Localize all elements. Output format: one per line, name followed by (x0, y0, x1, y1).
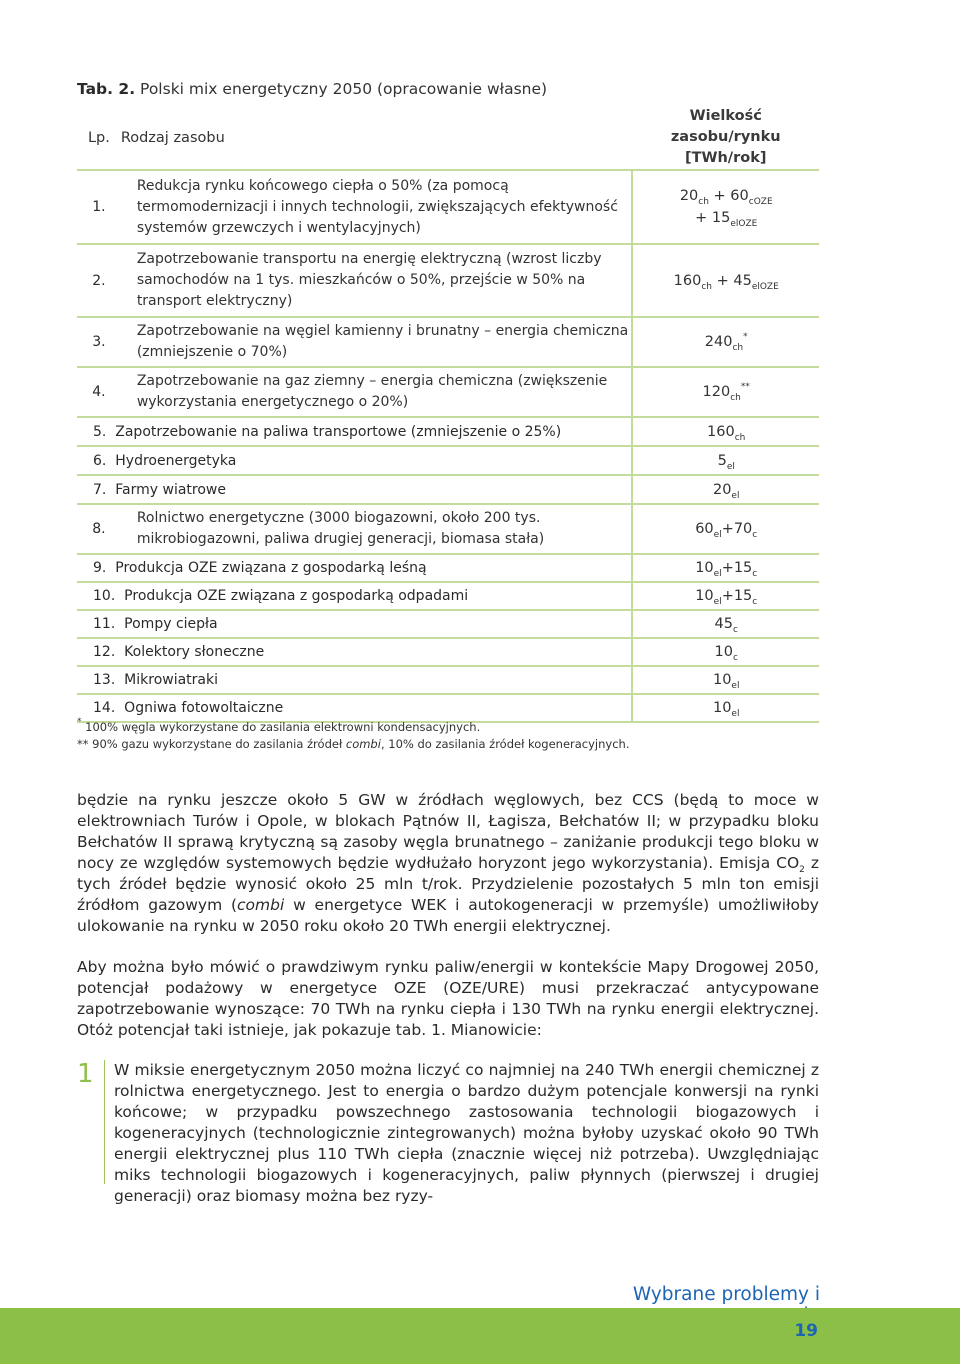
row-lp: 7. (93, 481, 107, 498)
row-lp: 11. (93, 616, 116, 632)
table-row (77, 582, 819, 610)
row-value: $5_{el}$ (632, 446, 819, 475)
table-row (77, 554, 819, 582)
row-value: $240_{ch}^*$ (632, 317, 819, 367)
row-desc: Produkcja OZE związana z gospodarką leśną (115, 560, 427, 576)
row-lp-desc (77, 694, 632, 722)
row-desc: Zapotrzebowanie na paliwa transportowe (zmniejszenie o 25%) (115, 423, 562, 440)
row-lp-desc (77, 554, 632, 582)
header-size (632, 106, 819, 170)
table-row (77, 446, 819, 475)
table-caption (77, 80, 547, 98)
row-desc: Pompy ciepła (124, 616, 218, 632)
row-value: $120_{ch}^{**}$ (632, 367, 819, 417)
table-row (77, 694, 819, 722)
point-divider (104, 1060, 105, 1184)
table-row (77, 610, 819, 638)
header-lp: Lp. (87, 129, 110, 146)
table-row (77, 367, 819, 417)
row-value: $10_{el}$ (632, 666, 819, 694)
row-value: $160_{ch}$ (632, 417, 819, 446)
row-value: $10_{el}+15_c$ (632, 582, 819, 610)
row-lp: 2. (77, 244, 121, 317)
footnote-1: * 100% węgla wykorzystane do zasilania elektrowni kondensacyjnych. (77, 717, 481, 734)
point-text: W miksie energetycznym 2050 można liczyć co najmniej na 240 TWh energii chemicznej z rolnictwa energetycznego. Jest to energia o bardzo dużym potencjale konwersji na rynki końcowe; w przypadku powszechnego zastosowania technologii biogazowych i kogeneracyjnych (technologicznie zintegrowanych) można byłoby uzyskać około 90 TWh energii elektrycznej plus 110 TWh ciepła (znacznie więcej niż potrzeba). Uwzględniając miks technologii biogazowych i kogeneracyjnych, paliw płynnych (pierwszej i drugiej generacji) oraz biomasy można bez ryzy- (114, 1061, 819, 1205)
row-lp: 3. (77, 317, 121, 367)
row-value: $20_{ch} + 60_{cOZE}$ + $15_{elOZE}$ (632, 170, 819, 244)
table-title: Polski mix energetyczny 2050 (opracowanie własne) (140, 80, 548, 98)
row-lp: 12. (93, 644, 116, 660)
row-lp-desc (77, 610, 632, 638)
row-desc: Hydroenergetyka (115, 452, 237, 469)
row-value: $10_c$ (632, 638, 819, 666)
header-size-line2: [TWh/rok] (684, 150, 767, 166)
row-lp-desc (77, 638, 632, 666)
row-desc: Zapotrzebowanie transportu na energię elektryczną (wzrost liczby samochodów na 1 tys. mieszkańców o 50%, przejście w 50% na transport elektryczny) (121, 244, 633, 317)
row-lp: 8. (77, 504, 121, 554)
row-desc: Mikrowiatraki (124, 672, 219, 688)
row-lp: 6. (93, 452, 107, 469)
row-lp-desc (77, 417, 632, 446)
row-desc: Ogniwa fotowoltaiczne (124, 700, 284, 716)
table-row (77, 666, 819, 694)
row-lp: 10. (93, 588, 116, 604)
body-paragraph-2: Aby można było mówić o prawdziwym rynku paliw/energii w kontekście Mapy Drogowej 2050, potencjał podażowy w energetyce OZE (OZE/URE) musi przekraczać antycypowane zapotrzebowanie wynoszące: 70 TWh na rynku ciepła i 130 TWh na rynku energii elektrycznej. Otóż potencjał taki istnieje, jak pokazuje tab. 1. Mianowicie: (77, 958, 819, 1039)
row-desc: Kolektory słoneczne (124, 644, 265, 660)
row-desc: Produkcja OZE związana z gospodarką odpadami (124, 588, 469, 604)
page-number: 19 (794, 1321, 818, 1341)
row-lp: 14. (93, 700, 116, 716)
table-row (77, 504, 819, 554)
table-label: Tab. 2. (77, 80, 136, 98)
row-value: $60_{el}+70_c$ (632, 504, 819, 554)
table-row (77, 244, 819, 317)
row-desc: Zapotrzebowanie na węgiel kamienny i brunatny – energia chemiczna (zmniejszenie o 70%) (121, 317, 633, 367)
row-lp: 13. (93, 672, 116, 688)
table-row (77, 417, 819, 446)
row-lp: 5. (93, 423, 107, 440)
header-resource: Rodzaj zasobu (120, 129, 225, 146)
row-lp-desc (77, 666, 632, 694)
row-lp: 1. (77, 170, 121, 244)
energy-mix-table (77, 106, 819, 723)
header-size-line1: Wielkość zasobu/rynku (670, 108, 781, 145)
row-value: $10_{el}$ (632, 694, 819, 722)
row-lp: 9. (93, 560, 107, 576)
running-footer-title: Wybrane problemy i (632, 1284, 820, 1305)
row-lp-desc (77, 475, 632, 504)
point-number: 1 (77, 1059, 94, 1089)
row-lp-desc (77, 582, 632, 610)
row-desc: Zapotrzebowanie na gaz ziemny – energia chemiczna (zwiększenie wykorzystania energetycznego o 20%) (121, 367, 633, 417)
row-desc: Farmy wiatrowe (115, 481, 226, 498)
row-lp: 4. (77, 367, 121, 417)
row-value: $160_{ch} + 45_{elOZE}$ (632, 244, 819, 317)
table-row (77, 317, 819, 367)
footnote-2: ** 90% gazu wykorzystane do zasilania źródeł combi, 10% do zasilania źródeł kogeneracyjnych. (77, 737, 630, 751)
table-header-row (77, 106, 819, 170)
table-row (77, 475, 819, 504)
table-row (77, 638, 819, 666)
row-value: $20_{el}$ (632, 475, 819, 504)
row-value: $10_{el}+15_c$ (632, 554, 819, 582)
row-value: $45_c$ (632, 610, 819, 638)
row-desc: Redukcja rynku końcowego ciepła o 50% (za pomocą termomodernizacji i innych technologii, zwiększających efektywność systemów grzewczych i wentylacyjnych) (121, 170, 633, 244)
row-lp-desc (77, 446, 632, 475)
table-row (77, 170, 819, 244)
body-paragraph-1: będzie na rynku jeszcze około 5 GW w źródłach węglowych, bez CCS (będą to moce w elektrowniach Turów i Opole, w blokach Pątnów II, Łagisza, Bełchatów II; w przypadku bloku Bełchatów II sprawą krytyczną są zasoby węgla brunatnego – zaniżanie produkcji tego bloku w nocy ze względów systemowych będzie wydłużało horyzont jego wykorzystania). Emisja $CO_2$ z tych źródeł będzie wynosić około 25 mln t/rok. Przydzielenie pozostałych 5 mln ton emisji źródłom gazowym (combi w energetyce WEK i autokogeneracji w przemyśle) umożliwiłoby ulokowanie na rynku w 2050 roku około 20 TWh energii elektrycznej. (77, 791, 819, 935)
row-desc: Rolnictwo energetyczne (3000 biogazowni, około 200 tys. mikrobiogazowni, paliwa drugiej generacji, biomasa stała) (121, 504, 633, 554)
